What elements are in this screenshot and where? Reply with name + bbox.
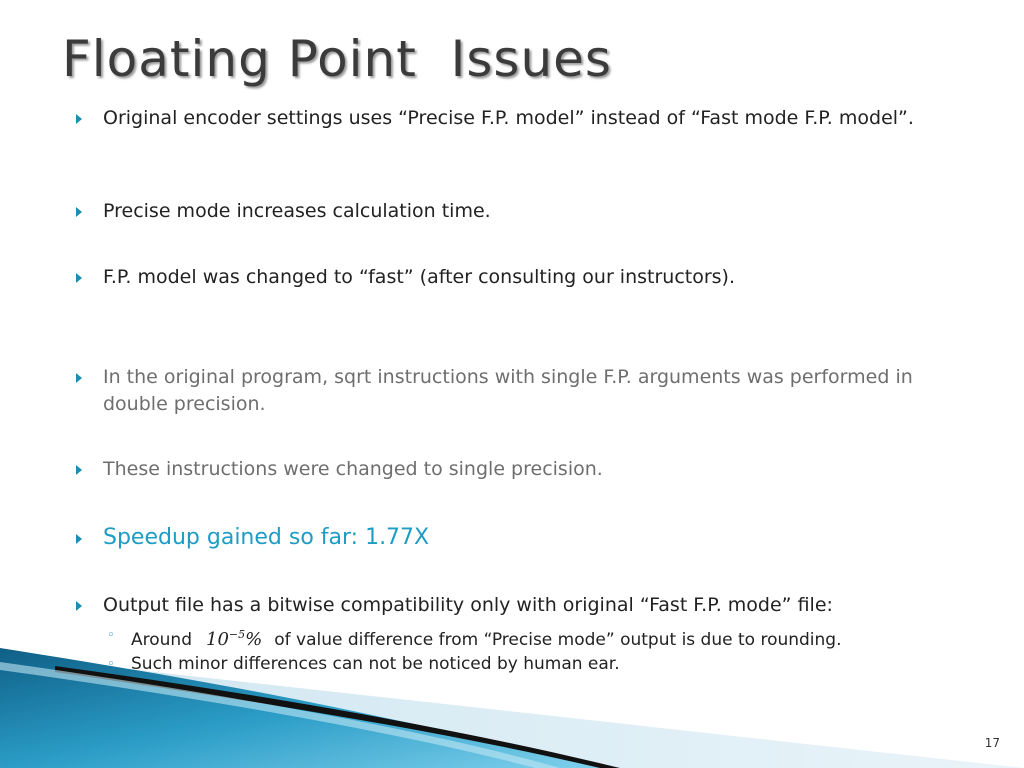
sub-bullet-text — [131, 623, 967, 652]
math-base: 10 — [206, 629, 229, 650]
bullet-arrow-icon — [76, 534, 82, 544]
sub-bullet-prefix: Around — [131, 630, 192, 650]
bullet-text: Precise mode increases calculation time. — [103, 200, 491, 222]
circle-bullet-icon: ◦ — [107, 628, 115, 643]
bullet-arrow-icon — [76, 373, 82, 383]
slide-title: Floating Point Issues — [62, 30, 612, 88]
math-unit: % — [245, 629, 263, 650]
bullet-item — [76, 456, 956, 483]
bullet-item — [76, 105, 956, 132]
math-exponent: −5 — [228, 628, 246, 641]
bullet-item-speedup — [76, 523, 956, 553]
sub-bullet-item — [107, 623, 967, 652]
bullet-arrow-icon — [76, 465, 82, 475]
bullet-arrow-icon — [76, 207, 82, 217]
page-number: 17 — [984, 736, 1000, 750]
sub-bullet-text: Such minor differences can not be noticed by human ear. — [131, 654, 620, 674]
bullet-arrow-icon — [76, 114, 82, 124]
bullet-arrow-icon — [76, 273, 82, 283]
bullet-item — [76, 592, 956, 619]
sub-bullet-item — [107, 652, 967, 676]
bullet-text: F.P. model was changed to “fast” (after consulting our instructors). — [103, 266, 736, 288]
bullet-item — [76, 198, 956, 225]
bullet-text: Original encoder settings uses “Precise F.P. model” instead of “Fast mode F.P. model”. — [103, 107, 914, 129]
bullet-text: Output file has a bitwise compatibility only with original “Fast F.P. mode” file: — [103, 594, 833, 616]
bullet-text: Speedup gained so far: 1.77X — [103, 525, 430, 550]
bullet-item — [76, 264, 956, 291]
math-expression — [206, 629, 262, 650]
circle-bullet-icon: ◦ — [107, 657, 115, 672]
bullet-text: These instructions were changed to single precision. — [103, 458, 603, 480]
sub-bullet-suffix: of value difference from “Precise mode” output is due to rounding. — [274, 630, 842, 650]
bullet-arrow-icon — [76, 601, 82, 611]
bullet-text: In the original program, sqrt instructions with single F.P. arguments was performed in double precision. — [103, 366, 913, 415]
bullet-item — [76, 364, 956, 418]
